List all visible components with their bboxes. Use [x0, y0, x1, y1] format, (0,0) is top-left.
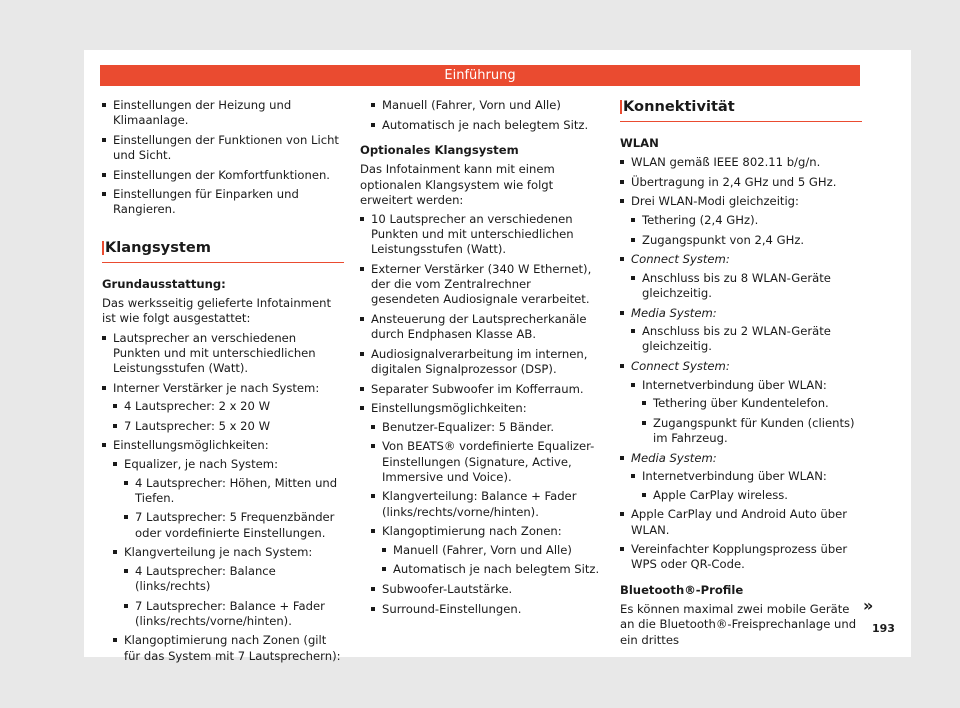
paragraph: Das werksseitig gelieferte Infotainment ist wie folgt ausgestattet: [102, 296, 331, 326]
list-item: Lautsprecher an verschiedenen Punkten und mit unterschiedlichen Leistungsstufen (Watt). [102, 331, 344, 377]
column-2 [360, 98, 602, 621]
list-item: Von BEATS® vordefinierte Equalizer-Einstellungen (Signature, Active, Immersive und Voice). [371, 439, 602, 485]
list-item: Zugangspunkt für Kunden (clients) im Fahrzeug. [642, 416, 862, 446]
zone-list [360, 98, 602, 133]
list-item: Apple CarPlay wireless. [642, 488, 862, 503]
list-item: 7 Lautsprecher: 5 Frequenzbänder oder vordefinierte Einstellungen. [124, 510, 344, 540]
paragraph: Es können maximal zwei mobile Geräte an die Bluetooth®-Freisprechanlage und ein drittes [620, 602, 857, 647]
list-item: Ansteuerung der Lautsprecherkanäle durch Endphasen Klasse AB. [360, 312, 602, 342]
column-3 [620, 98, 862, 652]
paragraph: Das Infotainment kann mit einem optionalen Klangsystem wie folgt erweitert werden: [360, 162, 555, 207]
list-item: Einstellungsmöglichkeiten: Equalizer, je nach System: 4 Lautsprecher: Höhen, Mitten und Tiefen. 7 Lautsprecher: 5 Frequenzbänder oder vordefinierte Einstellungen. Klangverteilung je nach System: 4 Lautsprecher: Balance (links/rechts) 7 Lautsprecher: Balance + Fader (links/rechts/vorne/hinten). Klangoptimierung nach Zonen (gilt für das System mit 7 Lautsprechern): [102, 438, 344, 663]
list-item: Media System: Internetverbindung über WLAN: Apple CarPlay wireless. [620, 451, 862, 503]
list-item: Anschluss bis zu 8 WLAN-Geräte gleichzeitig. [631, 271, 862, 301]
list-item: 4 Lautsprecher: Höhen, Mitten und Tiefen. [124, 476, 344, 506]
list-item: Tethering über Kundentelefon. [642, 396, 862, 411]
list-item: Separater Subwoofer im Kofferraum. [360, 382, 602, 397]
list-item: 7 Lautsprecher: Balance + Fader (links/rechts/vorne/hinten). [124, 599, 344, 629]
list-item: Klangverteilung: Balance + Fader (links/rechts/vorne/hinten). [371, 489, 602, 519]
list-item: Klangverteilung je nach System: 4 Lautsprecher: Balance (links/rechts) 7 Lautsprecher: Balance + Fader (links/rechts/vorne/hinten). [113, 545, 344, 629]
continue-mark: » [863, 596, 874, 615]
list-item: Internetverbindung über WLAN: Tethering über Kundentelefon. Zugangspunkt für Kunden (clients) im Fahrzeug. [631, 378, 862, 447]
list-item: Media System: Anschluss bis zu 2 WLAN-Geräte gleichzeitig. [620, 306, 862, 355]
list-item: Drei WLAN-Modi gleichzeitig: Tethering (2,4 GHz). Zugangspunkt von 2,4 GHz. [620, 194, 862, 247]
list-item: WLAN gemäß IEEE 802.11 b/g/n. [620, 155, 862, 170]
list-item: Einstellungen für Einparken und Rangieren. [102, 187, 344, 217]
list-item: Vereinfachter Kopplungsprozess über WPS oder QR-Code. [620, 542, 862, 572]
section-heading-konnektivitaet: Konnektivität [620, 98, 862, 122]
list-item: 4 Lautsprecher: 2 x 20 W [113, 399, 344, 414]
list-item: Einstellungen der Heizung und Klimaanlage. [102, 98, 344, 128]
subheading-bluetooth: Bluetooth®-Profile [620, 582, 744, 597]
list-item: Klangoptimierung nach Zonen: Manuell (Fahrer, Vorn und Alle) Automatisch je nach belegtem Sitz. [371, 524, 602, 577]
list-item: Manuell (Fahrer, Vorn und Alle) [371, 98, 602, 113]
basic-list [102, 331, 344, 664]
list-item: Surround-Einstellungen. [371, 602, 602, 617]
subheading-basic: Grundausstattung: [102, 276, 226, 291]
list-item: Anschluss bis zu 2 WLAN-Geräte gleichzeitig. [631, 324, 862, 354]
page-number: 193 [872, 622, 895, 635]
list-item: Benutzer-Equalizer: 5 Bänder. [371, 420, 602, 435]
list-item: Manuell (Fahrer, Vorn und Alle) [382, 543, 602, 558]
list-item: Automatisch je nach belegtem Sitz. [382, 562, 602, 577]
column-1 [102, 98, 344, 668]
intro-list [102, 98, 344, 218]
list-item: Automatisch je nach belegtem Sitz. [371, 118, 602, 133]
subheading-wlan: WLAN [620, 136, 659, 150]
list-item: 4 Lautsprecher: Balance (links/rechts) [124, 564, 344, 594]
wlan-list [620, 155, 862, 572]
list-item: Interner Verstärker je nach System: 4 Lautsprecher: 2 x 20 W 7 Lautsprecher: 5 x 20 W [102, 381, 344, 434]
list-item: Einstellungsmöglichkeiten: Benutzer-Equalizer: 5 Bänder. Von BEATS® vordefinierte Equalizer-Einstellungen (Signature, Active, Immersive und Voice). Klangverteilung: Balance + Fader (links/rechts/vorne/hinten). Klangoptimierung nach Zonen: Manuell (Fahrer, Vorn und Alle) Automatisch je nach belegtem Sitz. Subwoofer-Lautstärke. Surround-Einstellungen. [360, 401, 602, 617]
list-item: Einstellungen der Komfortfunktionen. [102, 168, 344, 183]
subheading-optional: Optionales Klangsystem [360, 143, 519, 158]
chapter-banner: Einführung [100, 65, 860, 86]
section-heading-klangsystem: Klangsystem [102, 239, 344, 263]
list-item: Tethering (2,4 GHz). [631, 213, 862, 228]
list-item: Übertragung in 2,4 GHz und 5 GHz. [620, 175, 862, 190]
list-item: Zugangspunkt von 2,4 GHz. [631, 233, 862, 248]
list-item: Connect System: Internetverbindung über WLAN: Tethering über Kundentelefon. Zugangspunkt für Kunden (clients) im Fahrzeug. [620, 359, 862, 446]
list-item: 7 Lautsprecher: 5 x 20 W [113, 419, 344, 434]
list-item: Klangoptimierung nach Zonen (gilt für das System mit 7 Lautsprechern): [113, 633, 344, 663]
optional-list [360, 212, 602, 617]
list-item: Subwoofer-Lautstärke. [371, 582, 602, 597]
list-item: Equalizer, je nach System: 4 Lautsprecher: Höhen, Mitten und Tiefen. 7 Lautsprecher: 5 Frequenzbänder oder vordefinierte Einstellungen. [113, 457, 344, 541]
list-item: Connect System: Anschluss bis zu 8 WLAN-Geräte gleichzeitig. [620, 252, 862, 301]
list-item: Apple CarPlay und Android Auto über WLAN. [620, 507, 862, 537]
list-item: 10 Lautsprecher an verschiedenen Punkten und mit unterschiedlichen Leistungsstufen (Watt). [360, 212, 602, 258]
list-item: Audiosignalverarbeitung im internen, digitalen Signalprozessor (DSP). [360, 347, 602, 377]
list-item: Internetverbindung über WLAN: Apple CarPlay wireless. [631, 469, 862, 503]
list-item: Einstellungen der Funktionen von Licht und Sicht. [102, 133, 344, 163]
list-item: Externer Verstärker (340 W Ethernet), der die vom Zentralrechner gesendeten Audiosignale verarbeitet. [360, 262, 602, 308]
